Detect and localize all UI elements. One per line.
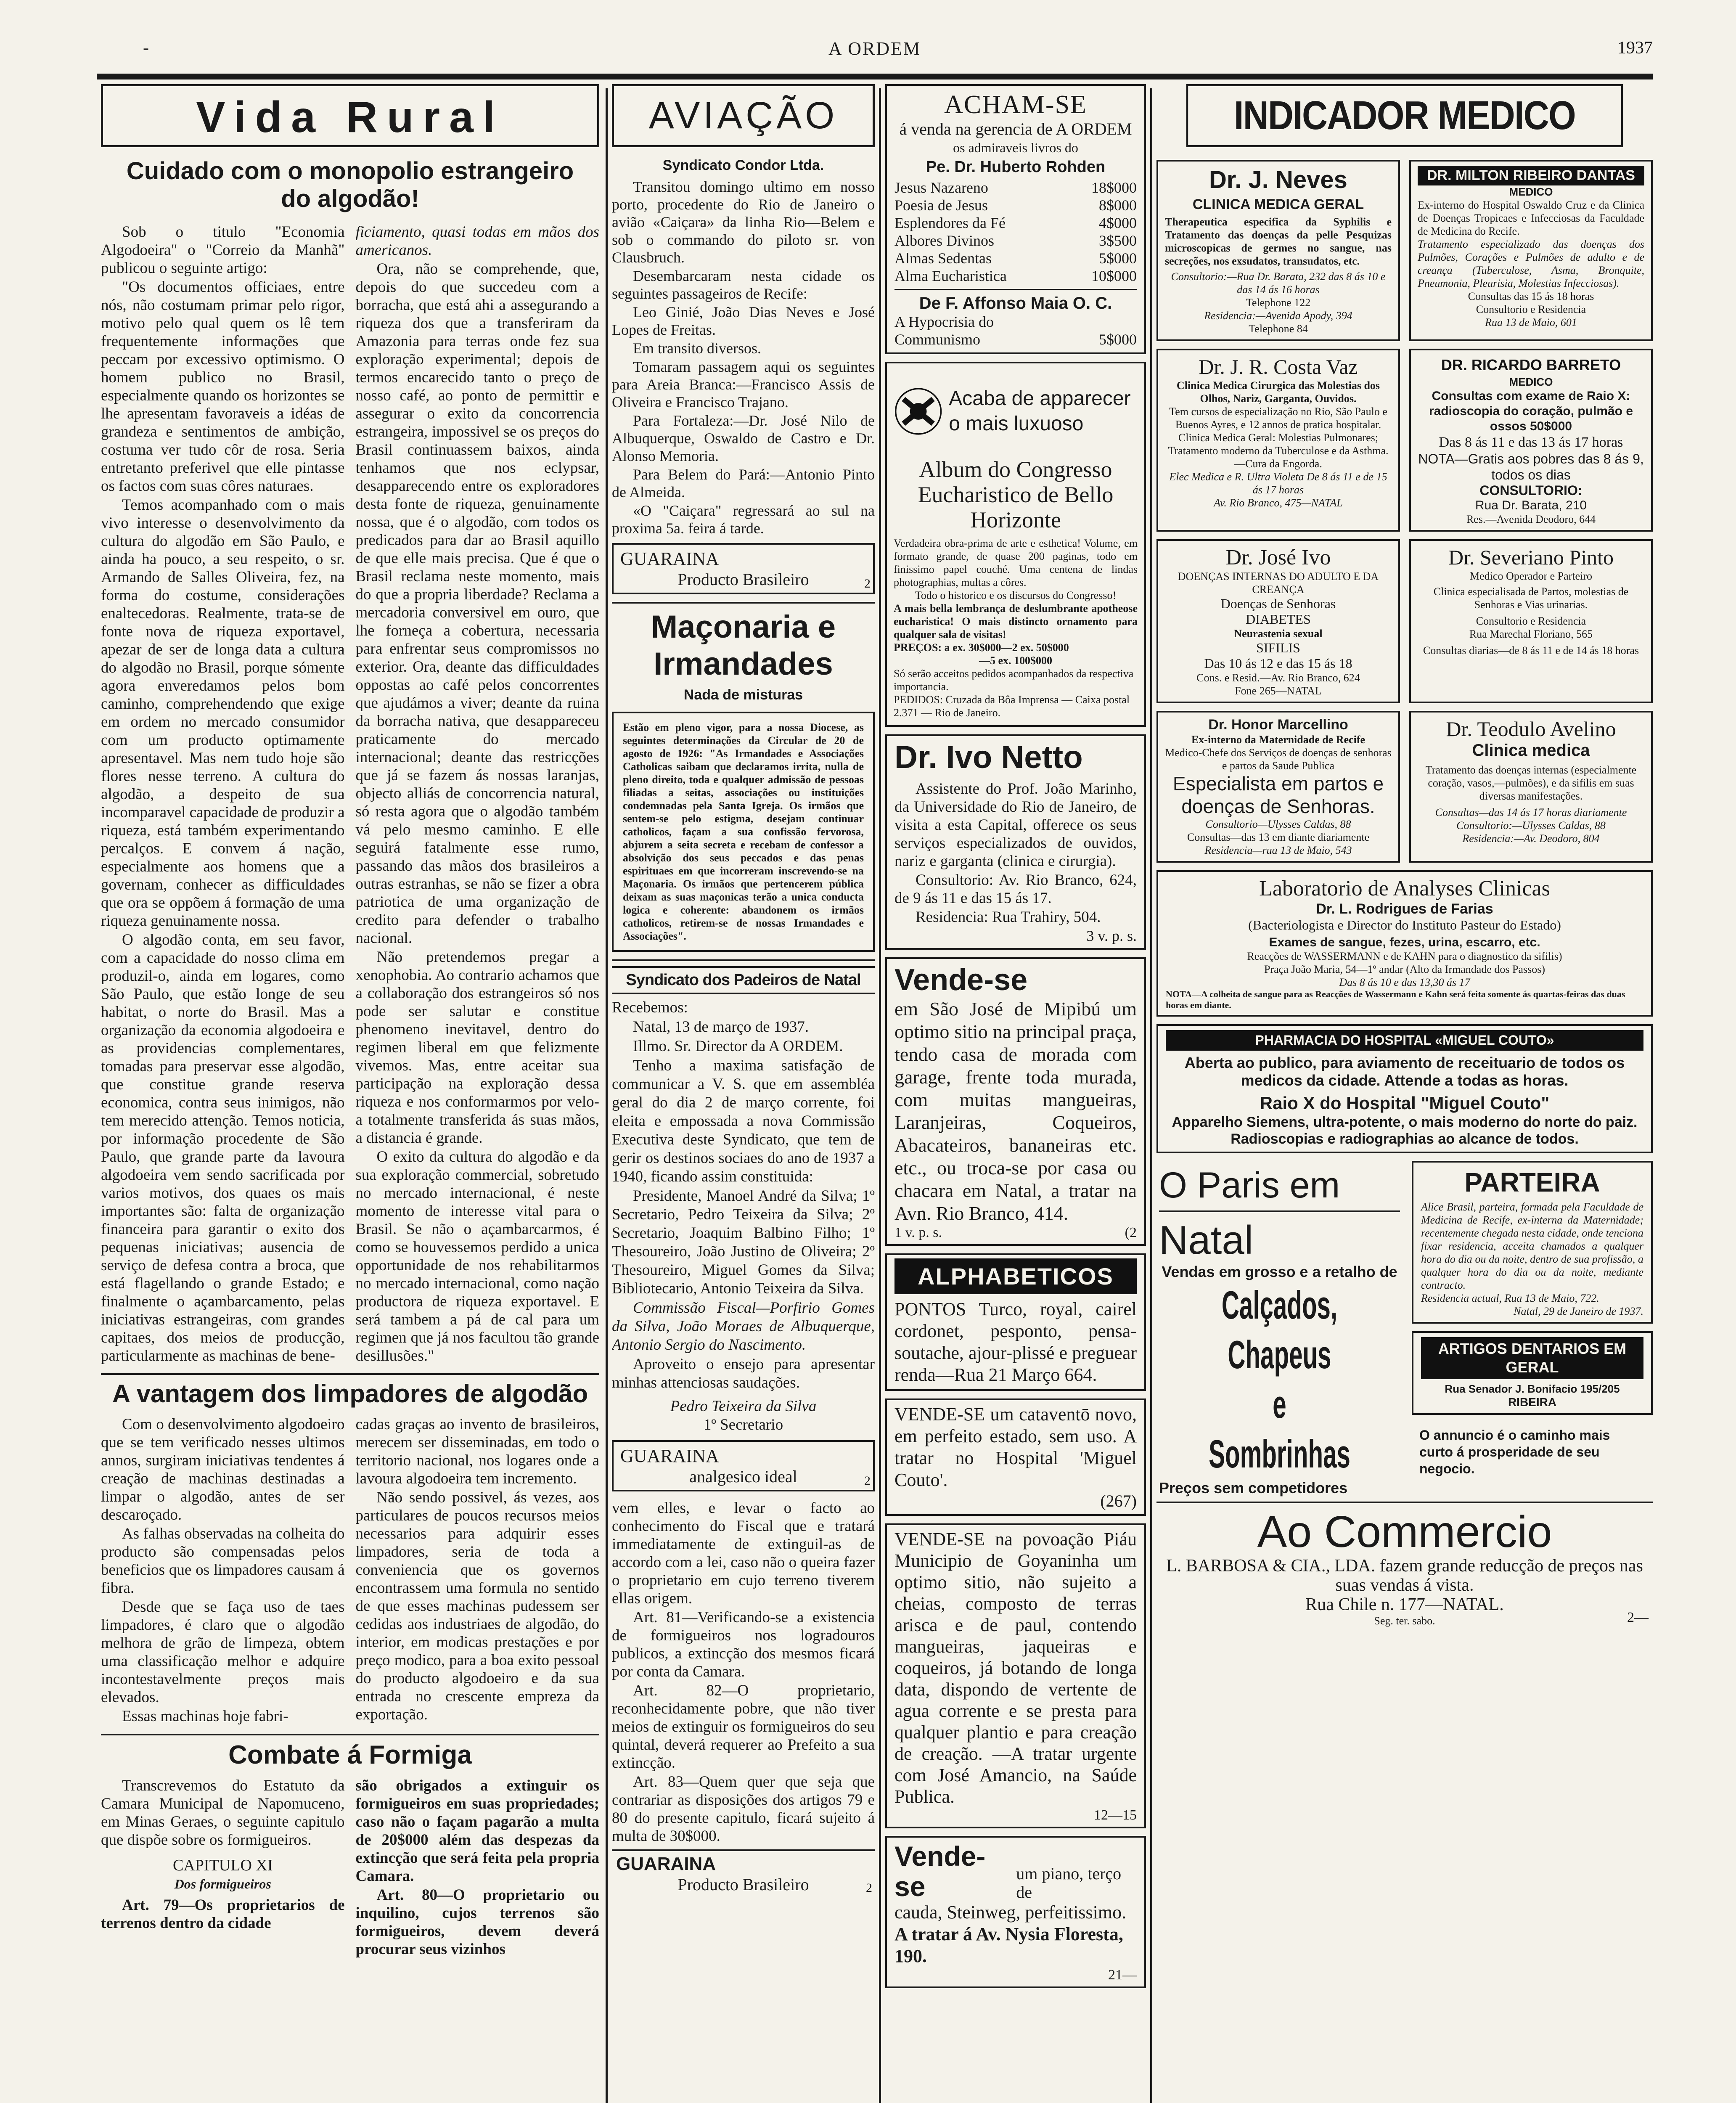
paragraph: Transitou domingo ultimo em nosso porto, procedente do Rio de Janeiro o avião «Caiçara» da linha Rio—Belem e sob o commando do piloto sr. von Clausbruch. [612,178,875,266]
doctor-note: NOTA—Gratis aos pobres das 8 ás 9, todos os dias [1418,451,1644,482]
books-ad [885,84,1146,354]
piano-body: cauda, Steinweg, perfeitissimo. [894,1902,1127,1923]
doctor-desc2: Medico-Chefe dos Serviços de doenças de senhoras e partos da Saude Publica [1165,747,1392,772]
books-author2: De F. Affonso Maia O. C. [919,294,1112,313]
doctor-name: Dr. J. R. Costa Vaz [1199,355,1358,379]
doctor-hours: Consultas diarias—de 8 ás 11 e de 14 ás 18 horas [1423,644,1639,657]
column-rule [606,88,608,2103]
guaraina-title: GUARAINA [616,1854,716,1874]
netto-tag: 3 v. p. s. [1086,927,1137,944]
article-monopolio-right [356,223,600,1366]
paris-desc: Vendas em grosso e a retalho de [1162,1263,1397,1280]
book-row [894,267,1137,285]
section-title-vida-rural: Vida Rural [101,84,599,147]
doctor-phone2: Telephone 84 [1249,323,1308,335]
book-price: 10$000 [1091,268,1137,284]
barreto-ad [1409,349,1653,532]
avelino-ad [1409,711,1653,863]
vende-num: (2 [1125,1225,1137,1240]
divider [612,959,875,961]
section-title-aviacao: AVIAÇÃO [612,84,875,147]
article-limpadores-right [356,1415,600,1726]
alphabeticos-body: PONTOS Turco, royal, cairel cordonet, pesponto, pensa-soutache, ajour-plissé e preguear renda—Rua 21 Março 664. [894,1299,1137,1385]
paragraph: Art. 81—Verificando-se a existencia de formigueiros nos logradouros publicos, a extincção dos mesmos ficará por conta da Camara. [612,1609,875,1680]
doctor-residence: Consultorio e Residencia [1476,615,1586,627]
raio-x-desc: Apparelho Siemens, ultra-potente, o mais moderno do norte do paiz. [1172,1114,1638,1130]
guaraina-ad [612,1849,875,1897]
album-header [894,369,1138,453]
paragraph: Ora, não se comprehende, que, depois do que succedeu com a borracha, que está ahi a assegurando a riqueza dos que a transferiram da Amazonia para terras onde fez sua exploração experimental; depois de termos encarecido tanto o preço de nosso café, ao ponto de permittir e assegurar o exito da concorrencia estrangeira, impossivel se os preços do Brasil continuassem baixos, ainda tenhamos que nos eclypsar, desapparecendo entre os exploradores desta fonte de riqueza, genuinamente nossa, que é o algodão, com todos os predicados para dar ao Brasil aquillo de que elle mais precisa. Que é que o Brasil reclama neste momento, mais do que a propria liberdade? Reclama a mercadoria conversivel em ouro, que lhe forneça a cobertura, necessaria para enfrentar seus compromissos no exterior. Ora, deante das difficuldades oppostas ao café pelos concorrentes que ajudámos a viver; deante da ruina da borracha nativa, que desappareceu praticamente do mercado internacional; deante das restricções que já se fazem ás nossas laranjas, objecto alliás de concorrencia natural, só resta agora que o algodão também vá pelo mesmo caminho. E elle seguirá fatalmente esse rumo, passando das mãos dos brasileiros a outras estranhas, se não se fizer a obra patriotica de uma organização de credito para defender o trabalho nacional. [355,260,599,947]
guaraina-ad [612,1440,875,1491]
doctor-hours: Consultas—das 13 em diante diariamente [1187,831,1370,843]
piano-aside: um piano, terço de [1016,1864,1122,1902]
paragraph: Art. 82—O proprietario, reconhecidamente pobre, que não tiver meios de extinguir os formigueiros do seu quintal, deverá requerer ao Prefeito a sua extincção. [612,1682,875,1772]
doctor-desc: Clinica especialisada de Partos, molestias de Senhoras e Vias urinarias. [1433,585,1629,611]
commercio-tag: Seg. ter. sabo. [1374,1615,1435,1627]
book-price: 4$000 [1099,215,1137,231]
paris-headline2: Natal [1159,1218,1254,1263]
right-ads-stack [1412,1161,1653,1502]
paragraph: Não pretendemos pregar a xenophobia. Ao contrario achamos que a collaboração dos estrangeiros só nos pode ser salutar e constitue phenomeno inevitavel, dentro do regimen liberal em que felizmente vivemos. Mas, entre aceitar sua participação na exploração dessa riqueza e nos conformarmos por velo-a totalmente transferida ás suas mãos, a distancia é grande. [355,948,599,1147]
medicos-row-2 [1156,349,1653,539]
album-title: Album do Congresso Eucharistico de Bello Horizonte [918,457,1114,532]
article-monopolio [101,223,599,1366]
book-row [894,196,1137,214]
paragraph: Aproveito o ensejo para apresentar minhas attenciosas saudações. [612,1356,875,1391]
masthead-date: 1937 [1617,38,1653,58]
signature-role: 1º Secretario [703,1416,783,1433]
netto-headline: Dr. Ivo Netto [894,739,1083,775]
paragraph: Art. 79—Os proprietarios de terrenos dentro da cidade [101,1896,345,1932]
paragraph: Art. 83—Quem quer que seja que contrariar as disposições dos artigos 79 e 80 do presente capitulo, ficará sujeito á multa de 30$000. [612,1773,875,1845]
law-continuation [612,1499,875,1845]
doctor-hours: Elec Medica e R. Ultra Violeta De 8 ás 11 e de 15 ás 17 horas [1169,471,1387,496]
paragraph: Com o desenvolvimento algodoeiro que se tem verificado nesses ultimos annos, surgiram iniciativas tendentes á creação de machinas destinadas a limpar o algodão, antes de ser descaroçado. [101,1416,345,1523]
medicos-row-3 [1156,539,1653,711]
annuncio-text: O annuncio é o caminho mais curto á prosperidade de seu negocio. [1419,1428,1610,1476]
section-title-indicador: INDICADOR MEDICO [1186,84,1623,147]
doctor-role: MEDICO [1509,376,1553,388]
headline-formiga: Combate á Formiga [228,1740,472,1769]
paragraph: Consultorio: Av. Rio Branco, 624, de 9 ás 11 e das 15 ás 17. [894,871,1137,907]
book-name: A Hypocrisia do Communismo [894,313,994,348]
paragraph: Art. 80—O proprietario ou inquilino, cujos terrenos são formigueiros, devem deverá procurar seus vizinhos [355,1886,599,1958]
paragraph: Tomaram passagem aqui os seguintes para Areia Branca:—Francisco Assis de Oliveira e Francisco Trajano. [612,358,875,411]
costa-vaz-ad [1156,349,1400,532]
lab-note: NOTA—A colheita de sangue para as Reacções de Wassermann e Kahn será feita somente ás quartas-feiras das duas horas em diante. [1166,989,1625,1010]
column-aviacao [612,84,875,2103]
paris-word3: e Sombrinhas [1209,1382,1350,1476]
paragraph: são obrigados a extinguir os formigueiros em suas propriedades; caso não o façam pagarão a multa de 20$000 além das despezas da extincção que será feita pela propria Camara. [355,1777,599,1885]
catavento-body: VENDE-SE um cataventō novo, em perfeito estado, sem uso. A tratar no Hospital 'Miguel Couto'. [894,1404,1137,1490]
raio-x-desc2: Radioscopias e radiographias ao alcance de todos. [1231,1131,1579,1147]
paragraph: O exito da cultura do algodão e da sua exploração commercial, sobretudo no mercado internacional, é neste momento de interesse vital para o Brasil. Se não o açambarcarmos, é como se houvessemos perdido a unica opportunidade de nos rehabilitarmos no mercado internacional, como nação productora de riqueza exportavel. E será tambem a pá de cal para um regimen que já nos facultou tão grande desillusões." [355,1148,599,1364]
book-row [894,232,1137,249]
divider [1159,1210,1400,1212]
laboratorio-ad [1156,870,1653,1017]
paragraph: Em transito diversos. [633,340,761,357]
book-price: 5$000 [1099,331,1137,348]
album-desc: Verdadeira obra-prima de arte e esthetica! Volume, em formato grande, de quase 200 paginas, todo em finissimo papel couché. Uma centena de lindas photographias, multas a côres. [894,537,1138,588]
doctor-specialty: Clinica Medica Cirurgica das Molestias dos Olhos, Nariz, Garganta, Ouvidos. [1176,379,1380,405]
column-rule [879,88,881,2103]
eucharistic-emblem-icon [894,369,943,453]
paris-word2: Chapeus [1228,1332,1331,1377]
paragraph: Leo Ginié, João Dias Neves e José Lopes de Freitas. [612,304,875,338]
chapter-subtitle: Dos formigueiros [174,1876,271,1891]
doctor-name: Dr. José Ivo [1225,546,1331,569]
paragraph: Para Fortaleza:—Dr. José Nilo de Albuquerque, Oswaldo de Castro e Dr. Alonso Memoria. [612,412,875,464]
parteira-ad [1412,1161,1653,1324]
parteira-desc: Alice Brasil, parteira, formada pela Faculdade de Medicina de Recife, ex-interna da Maternidade; recentemente chegada nesta cidade, onde tenciona fixar residencia, acceita chamados a qualquer hora do dia ou da noite, dentro de sua profissão, a qualquer hora do dia ou da noite, mediante contracto. [1421,1201,1643,1291]
paragraph: "Os documentos officiaes, entre nós, não costumam primar pelo rigor, motivo pelo qual quem os lê tem frequentemente informações que peccam por excessivo optimismo. O homem publico no Brasil, especialmente quando os horizontes se lhe apresentam favoraveis a idéas de grandeza e sentimentos de ambição, costuma ver tudo côr de rosa. Seria entretanto preferivel que elle pintasse os factos com suas côres naturaes. [101,278,345,495]
paragraph: Essas machinas hoje fabri- [122,1708,288,1725]
book-name: Jesus Nazareno [894,179,988,196]
book-row [894,313,1137,348]
masthead-mark: - [143,38,149,58]
headline-limpadores: A vantagem dos limpadores de algodão [112,1380,588,1408]
doctor-residence: Residencia:—Avenida Apody, 394 [1204,310,1352,322]
divider [612,602,875,604]
doctor-address: Av. Rio Branco, 475—NATAL [1214,497,1343,509]
commercio-address: Rua Chile n. 177—NATAL. [1305,1595,1504,1614]
doctor-address: Cons. e Resid.—Av. Rio Branco, 624 [1196,672,1360,684]
dentarios-ad [1412,1331,1653,1415]
paragraph: O algodão conta, em seu favor, com a capacidade do nosso clima em produzil-o, ainda em logares, como São Paulo, que estão longe de seu habitat, o norte do Brasil. Mas a organização da economia algodoeira e as providencias complementares, tomadas para preservar esse algodão, que constitue grande reserva economica, contra seus inimigos, não tem merecido attenção. Temos noticia, por informação procedente de São Paulo, que grande parte da lavoura algodoeira vem sendo sacrificada por varios motivos, dos quaes os mais importantes são: falta de organização financeira para garantir o exito dos pequenas iniciativas; ausencia de serviço de defesa contra a broca, que está flagellando o grande Estado; e finalmente o açambarcamento, pelas iniciativas estrangeiras, com grandes capitaes, dos meios de producção, particularmente as machinas de bene- [101,931,345,1364]
pharmacia-title: PHARMACIA DO HOSPITAL «MIGUEL COUTO» [1166,1030,1643,1051]
column-vida-rural [101,84,599,2103]
column-anuncios [885,84,1146,2103]
doctor-hours: Consultas—das 14 ás 17 horas diariamente [1435,806,1627,818]
piano-body2: A tratar á Av. Nysia Floresta, 190. [894,1924,1123,1966]
paragraph: Natal, 13 de março de 1937. [633,1018,809,1036]
doctor-desc: Tem cursos de especialização no Rio, São Paulo e Buenos Ayres, e 12 annos de pratica hospitalar. [1169,405,1387,431]
book-name: Poesia de Jesus [894,197,988,214]
headline-syndicato: Syndicato dos Padeiros de Natal [612,966,875,994]
chapter-title: CAPITULO XI [173,1857,273,1874]
paragraph: Desembarcaram nesta cidade os seguintes passageiros de Recife: [612,268,875,302]
ad-number: 2 [866,1881,872,1895]
lab-name: Laboratorio de Analyses Clinicas [1259,877,1550,901]
album-desc5: PEDIDOS: Cruzada da Bôa Imprensa — Caixa postal 2.371 — Rio de Janeiro. [894,694,1130,719]
books-sub: á venda na gerencia de A ORDEM [899,119,1132,138]
doctor-specialty3: DIABETES [1246,612,1311,627]
paris-word1: Calçados, [1221,1283,1338,1327]
book-row [894,179,1137,196]
guaraina-ad [612,543,875,594]
syndicate-article [612,999,875,1434]
masthead-title: A ORDEM [828,38,921,59]
masthead-rule [97,74,1653,79]
doctor-hours: Das 10 ás 12 e das 15 ás 18 [1204,656,1352,671]
lab-address: Praça João Maria, 54—1º andar (Alto da Irmandade dos Passos) [1264,963,1545,975]
doctor-phone: Telephone 122 [1246,297,1311,309]
divider [894,289,1137,290]
paragraph: Presidente, Manoel André da Silva; 1º Secretario, Pedro Teixeira da Silva; 2º Secretario, Joaquim Balbino Filho; 1º Thesoureiro, João Justino de Oliveira; 2º Thesoureiro, Miguel Gomes da Silva; Bibliotecario, Antonio Teixeira da Silva. [612,1187,875,1297]
doctor-specialty4: Neurastenia sexual [1234,628,1323,640]
doctor-residence: Residencia—rua 13 de Maio, 543 [1204,844,1352,856]
book-name: Esplendores da Fé [894,215,1006,231]
masonry-notice: Estão em pleno vigor, para a nossa Diocese, as seguintes determinações da Circular de 20 de agosto de 1926: "As Irmandades e Associações Catholicas saibam que declaramos irrita, nulla de pleno direito, toda e qualquer admissão de pessoas filiadas a seitas, associações ou instituições condemnadas pela Santa Igreja. Os irmãos que sentem-se pelo estigma, desejam continuar catholicos, façam a sua confissão fervorosa, abjurem a seita secreta e recebam de confessor a absolvição dos seus peccados e das penas espirituaes em que incorreram inscrevendo-se na Maçonaria. Os irmãos que pertencerem pública deixam as suas maçonicas terão a unica conducta logica e coherente: abandonem os irmãos catholicos, retirem-se de nossas Irmandades e Associações". [612,712,875,952]
doctor-role: MEDICO [1509,185,1553,198]
ad-number: 2 [864,1474,871,1488]
catavento-num: (267) [1100,1491,1137,1510]
neves-ad [1156,160,1400,341]
doctor-desc: Therapeutica especifica da Syphilis e Tratamento das doenças da pelle Pesquizas microscopicas de germes no sangue, nas secreções, nos exsudatos, transudatos, etc. [1165,216,1392,267]
doctor-specialty: Clinica medica [1472,741,1590,760]
guaraina-title: GUARAINA [620,1446,719,1466]
piano-headline: Vende-se [894,1841,986,1902]
divider [101,1734,599,1735]
commercio-num: 2— [1627,1610,1649,1625]
album-headline: Acaba de apparecer o mais luxuoso [949,387,1131,435]
article-limpadores-left [101,1415,345,1726]
guaraina-title: GUARAINA [620,548,719,569]
paragraph: Desde que se faça uso de taes limpadores, é claro que o algodão melhora de grão de limpeza, obtem uma classificação melhor e adquire incontestavelmente preços mais elevados. [101,1598,345,1706]
book-price: 18$000 [1091,179,1137,196]
article-formiga-left [101,1777,345,1959]
piano-num: 21— [1108,1967,1137,1983]
goyaninha-num: 12—15 [1094,1807,1137,1823]
commercio-ad [1156,1502,1653,1627]
medicos-row-4 [1156,711,1653,870]
paragraph: cadas graças ao invento de brasileiros, merecem ser disseminadas, em todo o territorio nacional, nos logares onde a lavoura algodoeira tem incremento. [355,1416,599,1487]
doctor-address: Consultorio—Ulysses Caldas, 88 [1205,818,1351,830]
dentarios-address: Rua Senador J. Bonifacio 195/205 [1445,1383,1620,1395]
masonry-subtitle: Nada de misturas [683,687,803,703]
lab-reactions: Reacções de WASSERMANN e de KAHN para o diagnostico da sifilis) [1247,950,1562,962]
book-row [894,214,1137,232]
paragraph: Sob o titulo "Economia Algodoeira" o "Correio da Manhã" publicou o seguinte artigo: [101,223,345,277]
dentarios-title: ARTIGOS DENTARIOS EM GERAL [1421,1337,1643,1379]
marcellino-ad [1156,711,1400,863]
dantas-ad [1409,160,1653,341]
article-limpadores [101,1415,599,1726]
parteira-residence: Residencia actual, Rua 13 de Maio, 722. [1421,1292,1599,1304]
paragraph: «O "Caiçara" regressará ao sul na proxima 5a. feira á tarde. [612,502,875,537]
bottom-ads-row [1156,1161,1653,1502]
paragraph: Temos acompanhado com o mais vivo interesse o desenvolvimento da cultura do algodão em São Paulo, e ainda ha pouco, a seu respeito, o sr. Armando de Salles Oliveira, fez, na forma do costume, considerações enaltecedoras. Realmente, trata-se de fonte nova de riqueza exportavel, apezar de ser de longa data a cultura do algodão no Brasil, porque sómente agora enveredamos pelos bom caminho, comprehendendo que exige em ordem no mercado consumidor com um producto optimamente apresentavel. Mas nem tudo hoje são flores nesse terreno. A cultura do algodão, a despeito de sua incomparavel capacidade de produzir a riqueza, está também experimentando percalços. E convem á nação, especialmente aos homens que a governam, conhecer as difficuldades que ora se oppõem á formação de uma riqueza genuinamente nossa. [101,496,345,930]
doctor-name: Dr. Honor Marcellino [1208,717,1348,733]
vende-sitio-ad [885,957,1146,1246]
vende-footer [894,1225,1137,1241]
doctor-name: DR. RICARDO BARRETO [1441,356,1621,373]
pharmacia-ad [1156,1024,1653,1153]
goyaninha-ad [885,1523,1146,1828]
paragraph: Para Belem do Pará:—Antonio Pinto de Almeida. [612,466,875,501]
divider [101,1373,599,1375]
doctor-desc: Consultas com exame de Raio X: radioscopia do coração, pulmão e ossos 50$000 [1429,389,1633,433]
catavento-ad [885,1398,1146,1516]
paris-ad [1156,1161,1403,1502]
vende-tag: 1 v. p. s. [894,1225,942,1240]
paragraph: Tenho a maxima satisfação de communicar a V. S. que em assembléa geral do dia 2 de março corrente, foi eleita e empossada a nova Commissão Executiva deste Syndicato, que tem de gerir os destinos sociaes do ano de 1937 a 1940, ficando assim constituida: [612,1057,875,1185]
doctor-specialty5: SIFILIS [1256,640,1300,655]
doctor-name: DR. MILTON RIBEIRO DANTAS [1418,166,1644,185]
commercio-headline: Ao Commercio [1257,1507,1552,1557]
netto-body [894,780,1137,926]
book-price: 8$000 [1099,197,1137,214]
doctor-residence: Res.—Avenida Deodoro, 644 [1466,513,1596,525]
column-rule [1150,88,1152,2103]
doctor-desc2: Clinica Medica Geral: Molestias Pulmonares; Tratamento moderno da Tuberculose e da Asthma.—Cura da Engorda. [1168,432,1389,470]
paragraph: Assistente do Prof. João Marinho, da Universidade do Rio de Janeiro, de visita a esta Capital, offerece os seus serviços especializados de ouvidos, nariz e garganta (clinica e cirurgia). [894,780,1137,870]
paragraph: Transcrevemos do Estatuto da Camara Municipal de Napomuceno, em Minas Geraes, o seguinte capitulo que dispõe sobre os formigueiros. [101,1777,345,1849]
book-name: Albores Divinos [894,232,994,249]
aviation-subtitle: Syndicato Condor Ltda. [662,157,824,173]
doctor-desc: Tratamento das doenças internas (especialmente coração, vasos,—pulmões), e da sifilis em suas diversas manifestações. [1425,764,1637,802]
book-name: Almas Sedentas [894,250,992,267]
paragraph: vem elles, e levar o facto ao conhecimento do Fiscal que e tratará immediatamente de extinguil-as de accordo com a lei, caso não o queira fazer o proprietario em cujo terreno tiverem ellas origem. [612,1499,875,1607]
dentarios-area: RIBEIRA [1508,1396,1557,1409]
ad-number: 2 [864,577,871,591]
paragraph: Não sendo possivel, ás vezes, aos particulares de poucos recursos meios necessarios para adquirir esses limpadores, seria de toda a conveniencia que os governos encontrassem uma formula no sentido de que esses machinas pudessem ser cedidas aos industriaes de algodão, do interior, em modicas prestações e por preço modico, para a boa exito pessoal do producto algodoeiro e da sua entrada no crescente empreza da exportação. [355,1489,599,1723]
book-price: 3$500 [1099,232,1137,249]
album-desc2: Todo o historico e os discursos do Congresso! [915,589,1117,601]
doctor-hours: Das 8 ás 11 e das 13 ás 17 horas [1439,434,1623,450]
doctor-desc: Ex-interno do Hospital Oswaldo Cruz e da Clinica de Doenças Tropicaes e Infecciosas da Faculdade de Medicina do Recife. [1418,199,1644,237]
lab-director: Dr. L. Rodrigues de Farias [1316,901,1493,917]
alphabeticos-headline: ALPHABETICOS [894,1258,1137,1294]
doctor-specialty: CLINICA MEDICA GERAL [1192,196,1364,212]
ivo-ad [1156,539,1400,703]
doctor-specialty: Especialista em partos e doenças de Senhoras. [1172,773,1384,817]
article-formiga-right [356,1777,600,1959]
guaraina-subtitle: Producto Brasileiro [677,1875,809,1894]
aviation-article [612,178,875,537]
doctor-address: Rua Dr. Barata, 210 [1475,498,1587,512]
alphabeticos-ad [885,1253,1146,1391]
doctor-name: Dr. Teodulo Avelino [1446,717,1616,741]
paragraph: As falhas observadas na colheita do producto são compensadas pelos beneficios que os limpadores causam á fibra. [101,1525,345,1597]
piano-header [894,1841,1137,1902]
medicos-row-1 [1156,160,1653,349]
doctor-phone: Fone 265—NATAL [1235,685,1322,697]
doctor-consultorio: CONSULTORIO: [1479,483,1583,498]
vende-headline: Vende-se [894,963,1028,997]
article-formiga [101,1777,599,1959]
article-monopolio-left [101,223,345,1366]
book-name: Alma Eucharistica [894,268,1007,284]
doctor-specialty: Medico Operador e Parteiro [1470,570,1592,582]
guaraina-subtitle: analgesico ideal [689,1467,797,1486]
annuncio-ad [1412,1422,1653,1481]
doctor-desc: Ex-interno da Maternidade de Recife [1191,734,1366,746]
guaraina-subtitle: Producto Brasileiro [677,570,809,589]
raio-x-title: Raio X do Hospital "Miguel Couto" [1260,1093,1550,1113]
piano-ad [885,1836,1146,1988]
paris-headline: O Paris em [1159,1165,1340,1205]
doctor-hours: Consultas das 15 ás 18 horas [1468,290,1594,302]
album-desc3: A mais bella lembrança de deslumbrante apotheose eucharistica! O mais distincto ornamento para qualquer sala de visitas! [894,602,1138,641]
paragraph: Illmo. Sr. Director da A ORDEM. [633,1038,843,1055]
commercio-desc: L. BARBOSA & CIA., LDA. fazem grande reducção de preços nas suas vendas á vista. [1166,1556,1643,1595]
doctor-address: Consultorio:—Rua Dr. Barata, 232 das 8 ás 10 e das 14 ás 16 horas [1171,270,1386,296]
lab-desc: (Bacteriologista e Director do Instituto Pasteur do Estado) [1248,917,1561,932]
lab-exams: Exames de sangue, fezes, urina, escarro, etc. [1269,935,1540,949]
books-author: Pe. Dr. Huberto Rohden [926,158,1106,176]
parteira-title: PARTEIRA [1464,1167,1600,1197]
doctor-address: Consultorio:—Ulysses Caldas, 88 [1456,819,1606,832]
doctor-name: Dr. Severiano Pinto [1448,546,1614,569]
album-ad [885,362,1146,727]
album-price1: PREÇOS: a ex. 30$000—2 ex. 50$000 [894,641,1069,654]
album-price2: —5 ex. 100$000 [979,654,1053,667]
doctor-specialty2: Doenças de Senhoras [1220,596,1336,611]
doctor-address: Rua Marechal Floriano, 565 [1469,628,1593,640]
books-headline: ACHAM-SE [944,90,1087,119]
pharmacia-desc: Aberta ao publico, para aviamento de receituario de todos os medicos da cidade. Attende a todas as horas. [1184,1054,1625,1089]
book-price: 5$000 [1099,250,1137,267]
vende-body: em São José de Mipibú um optimo sitio na principal praça, tendo casa de morada com garage, frente toda murada, com muitas mangueiras, Laranjeiras, Coqueiros, Abacateiros, bananeiras etc. etc., ou troca-se por casa ou chacara em Natal, a tratar na Avn. Rio Branco, 414. [894,998,1137,1224]
paragraph: ficiamento, quasi todas em mãos dos americanos. [355,223,599,259]
headline-monopolio: Cuidado com o monopolio estrangeiro do algodão! [126,157,574,212]
paragraph: Residencia: Rua Trahiry, 504. [916,908,1101,926]
lab-hours: Das 8 ás 10 e das 13,30 ás 17 [1339,976,1470,988]
signature: Pedro Teixeira da Silva [670,1398,817,1415]
doctor-residence: Consultorio e Residencia [1476,303,1586,315]
goyaninha-body: VENDE-SE na povoação Piáu Municipio de Goyaninha um optimo sitio, não sujeito a cheias, composto de terras arisca e de paul, contendo mangueiras, jaqueiras e coqueiros, já botando de longa data, dispondo de vertente de agua corrente e se presta para qualquer plantio e para creação de creação. —A tratar urgente com José Amancio, na Saúde Publica. [894,1529,1137,1807]
netto-ad [885,734,1146,950]
doctor-specialty: DOENÇAS INTERNAS DO ADULTO E DA CREANÇA [1178,570,1379,596]
album-desc4: Só serão acceitos pedidos acompanhados da respectiva importancia. [894,667,1134,693]
paragraph: Commissão Fiscal—Porfirio Gomes da Silva, João Moraes de Albuquerque, Antonio Sergio do Nascimento. [612,1299,875,1353]
doctor-name: Dr. J. Neves [1209,166,1347,193]
doctor-address: Rua 13 de Maio, 601 [1485,316,1577,328]
paris-price: Preços sem competidores [1159,1479,1348,1496]
headline-maconaria: Maçonaria e Irmandades [651,609,836,682]
books-sub2: os admiraveis livros do [953,140,1078,155]
doctor-residence: Residencia:—Av. Deodoro, 804 [1462,832,1600,845]
pinto-ad [1409,539,1653,703]
column-indicador-medico [1156,84,1653,2103]
masthead [97,25,1653,67]
book-row [894,249,1137,267]
parteira-date: Natal, 29 de Janeiro de 1937. [1514,1305,1643,1317]
paragraph: Recebemos: [612,999,688,1016]
doctor-desc2: Tratamento especializado das doenças dos Pulmões, Corações e Pulmões de adulto e de creança (Tuberculose, Asma, Bronquite, Pneumonia, Pleurisia, Molestias Infecciosas). [1418,238,1644,289]
book-list [894,179,1137,285]
